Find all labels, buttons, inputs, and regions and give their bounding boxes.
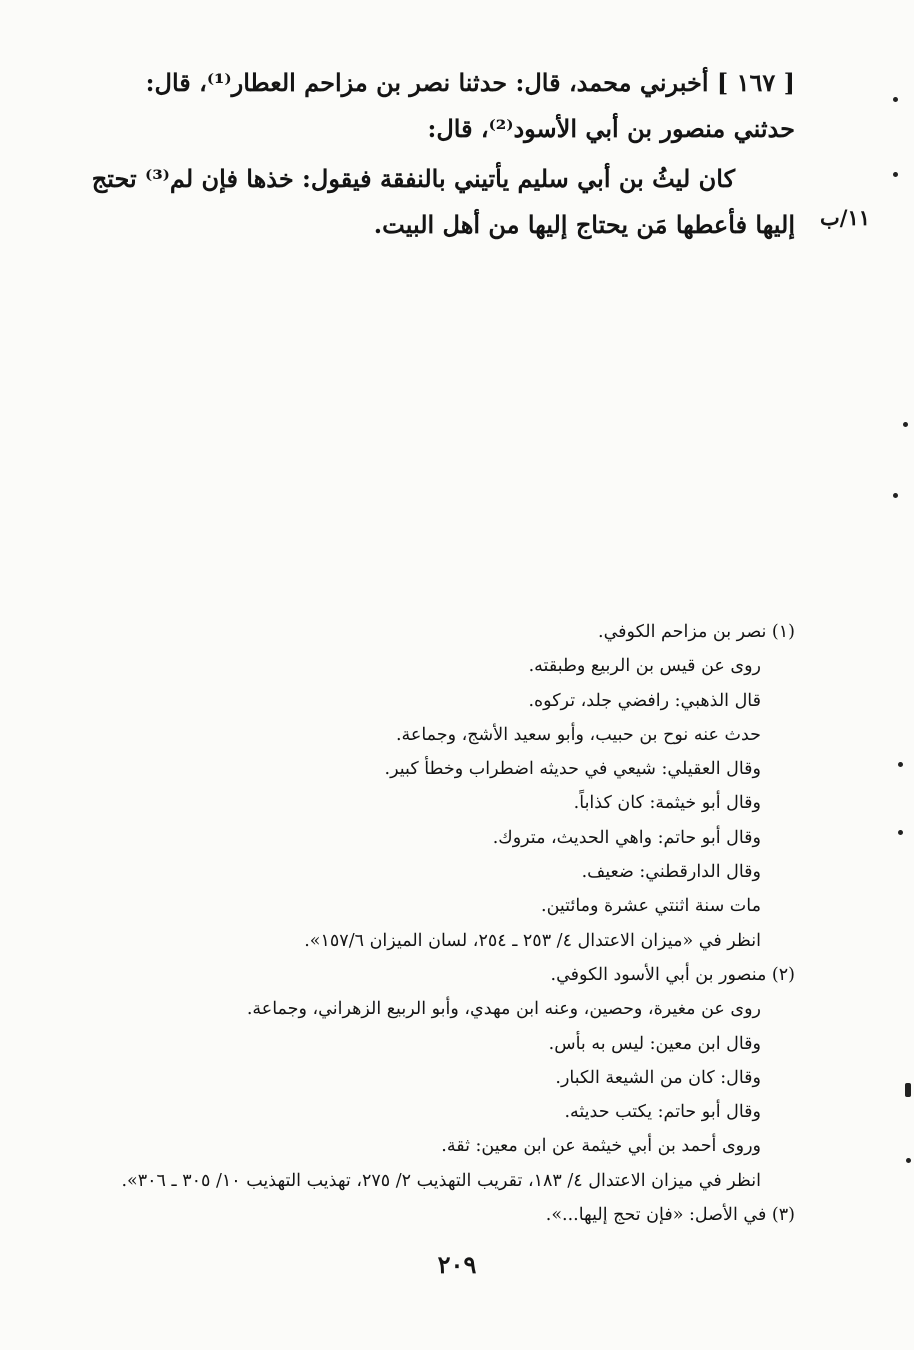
margin-dot — [893, 97, 898, 102]
hadith-matn-paragraph: كان ليثُ بن أبي سليم يأتيني بالنفقة فيقول: خذها فإن لم⁽³⁾ تحتج إليها فأعطها مَن يحتاج إليها من أهل البيت. — [91, 164, 795, 239]
footnote-line: وقال أبو حاتم: واهي الحديث، متروك. — [492, 827, 761, 848]
footnote-line: وقال: كان من الشيعة الكبار. — [555, 1067, 761, 1088]
footnote-line: مات سنة اثنتي عشرة ومائتين. — [541, 896, 761, 917]
footnote-line: وقال أبو حاتم: يكتب حديثه. — [564, 1102, 761, 1123]
margin-dot — [893, 493, 898, 498]
footnote-line: وقال العقيلي: شيعي في حديثه اضطراب وخطأ كبير. — [384, 759, 761, 780]
footnote-line: وروى أحمد بن أبي خيثمة عن ابن معين: ثقة. — [441, 1136, 761, 1157]
footnote-line: روى عن مغيرة، وحصين، وعنه ابن مهدي، وأبو الربيع الزهراني، وجماعة. — [246, 999, 761, 1020]
footnote-line: وقال أبو خيثمة: كان كذاباً. — [573, 793, 761, 814]
hadith-isnad-paragraph: [ ١٦٧ ] أخبرني محمد، قال: حدثنا نصر بن مزاحم العطار⁽¹⁾، قال: حدثني منصور بن أبي الأسود⁽²⁾، قال: — [145, 68, 795, 143]
margin-mark — [905, 1083, 911, 1097]
margin-dot — [906, 1158, 911, 1163]
main-text-block — [80, 60, 795, 248]
footnote-line: (١) نصر بن مزاحم الكوفي. — [598, 622, 795, 642]
footnote-line: وقال ابن معين: ليس به بأس. — [548, 1033, 761, 1054]
footnote-line: قال الذهبي: رافضي جلد، تركوه. — [528, 690, 761, 711]
footnote-line: انظر في ميزان الاعتدال ٤/ ١٨٣، تقريب التهذيب ٢/ ٢٧٥، تهذيب التهذيب ١٠/ ٣٠٥ ـ ٣٠٦». — [121, 1170, 761, 1191]
margin-dot — [893, 172, 898, 177]
margin-dot — [903, 422, 908, 427]
footnote-line: انظر في «ميزان الاعتدال ٤/ ٢٥٣ ـ ٢٥٤، لسان الميزان ١٥٧/٦». — [304, 930, 761, 951]
footnote-line: (٣) في الأصل: «فإن تحج إليها...». — [545, 1205, 795, 1226]
margin-dot — [898, 762, 903, 767]
margin-dot — [898, 830, 903, 835]
footnotes-section — [90, 615, 795, 1232]
manuscript-folio-note: ١١/ب — [820, 205, 871, 230]
footnote-line: وقال الدارقطني: ضعيف. — [581, 862, 761, 883]
footnote-line: روى عن قيس بن الربيع وطبقته. — [528, 656, 761, 677]
page-number: ٢٠٩ — [437, 1250, 477, 1279]
footnote-line: (٢) منصور بن أبي الأسود الكوفي. — [550, 964, 795, 985]
footnote-line: حدث عنه نوح بن حبيب، وأبو سعيد الأشج، وجماعة. — [395, 724, 761, 745]
